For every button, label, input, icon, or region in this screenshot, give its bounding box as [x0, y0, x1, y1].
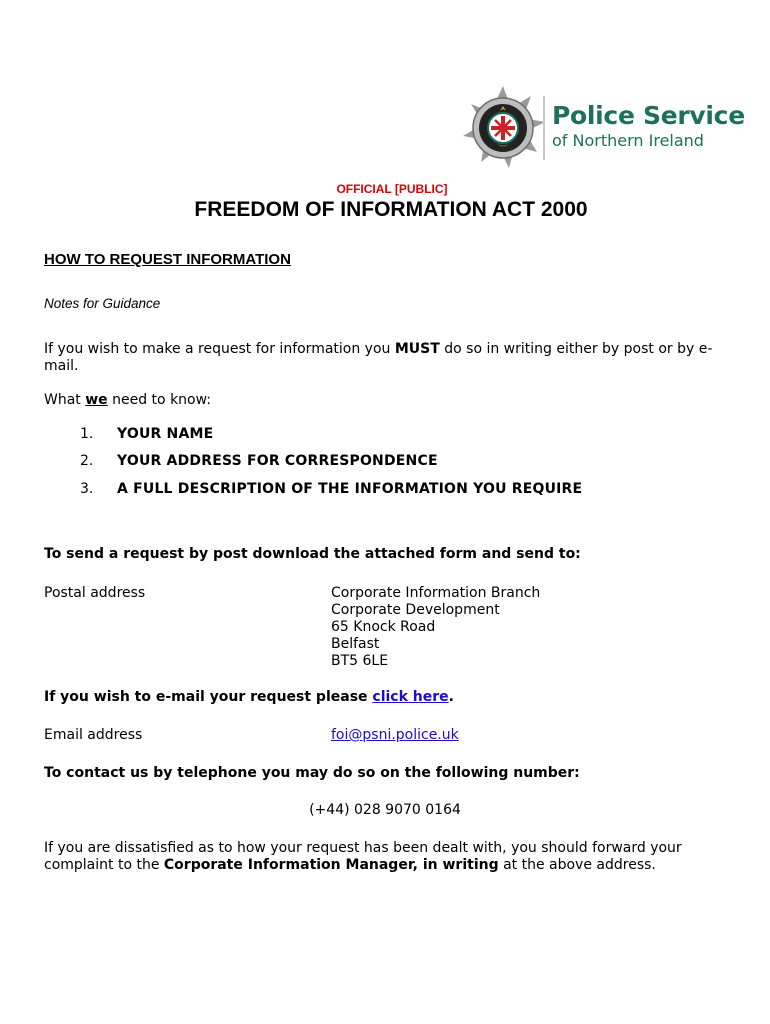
address-line: 65 Knock Road	[331, 619, 436, 635]
page-title: FREEDOM OF INFORMATION ACT 2000	[194, 198, 588, 221]
address-line: Belfast	[331, 636, 380, 652]
list-item-number: 2.	[80, 453, 94, 469]
intro-text: If you wish to make a request for information you	[44, 341, 395, 357]
list-item-number: 1.	[80, 426, 94, 442]
guidance-label: Notes for Guidance	[44, 296, 161, 311]
logo-subtitle: of Northern Ireland	[552, 131, 704, 150]
complaint-text: If you are dissatisfied as to how your request has been dealt with, you should forward your complaint to the	[44, 840, 682, 873]
email-address-label: Email address	[44, 727, 143, 743]
what-we-emphasis: we	[85, 392, 108, 408]
telephone-number: (+44) 028 9070 0164	[309, 802, 461, 818]
list-item: YOUR NAME	[117, 426, 214, 442]
postal-address-label: Postal address	[44, 585, 146, 601]
address-line: Corporate Development	[331, 602, 500, 618]
postal-address	[331, 585, 540, 670]
click-here-link[interactable]: click here	[372, 689, 449, 705]
list-item: A FULL DESCRIPTION OF THE INFORMATION YOU REQUIRE	[117, 481, 583, 497]
logo-divider	[543, 96, 545, 160]
email-address-link[interactable]: foi@psni.police.uk	[331, 727, 459, 743]
what-we-text: What	[44, 392, 86, 408]
logo-title: Police Service	[552, 101, 745, 130]
what-we-text-end: need to know:	[107, 392, 212, 408]
post-heading: To send a request by post download the attached form and send to:	[44, 546, 581, 562]
email-heading-end: .	[448, 689, 454, 705]
list-item: YOUR ADDRESS FOR CORRESPONDENCE	[117, 453, 438, 469]
email-heading-text: If you wish to e-mail your request please	[44, 689, 373, 705]
address-line: Corporate Information Branch	[331, 585, 541, 601]
section-heading: HOW TO REQUEST INFORMATION	[44, 251, 291, 268]
complaint-paragraph	[44, 840, 744, 874]
what-we-need-line	[44, 392, 211, 409]
list-item-number: 3.	[80, 481, 94, 497]
telephone-heading: To contact us by telephone you may do so on the following number:	[44, 765, 580, 781]
intro-text-end: do so in writing either by post or by e-mail.	[44, 341, 713, 374]
email-address-value	[331, 727, 459, 744]
intro-emphasis: MUST	[394, 341, 440, 357]
complaint-emphasis: Corporate Information Manager, in writing	[163, 857, 499, 873]
email-heading	[44, 689, 454, 706]
address-line: BT5 6LE	[331, 653, 389, 669]
intro-paragraph	[44, 341, 734, 375]
police-crest-icon	[458, 84, 548, 172]
classification-label: OFFICIAL [PUBLIC]	[336, 182, 448, 196]
complaint-text-end: at the above address.	[498, 857, 656, 873]
